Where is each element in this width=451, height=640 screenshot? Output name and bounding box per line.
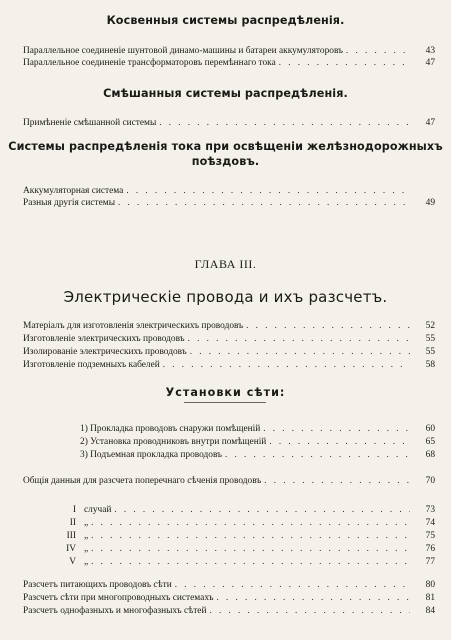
case-entry [56,529,435,542]
subheading-installations: Установки сѣти: [165,386,286,399]
leader-dots [209,604,410,616]
section-heading-railway: Системы распредѣленія тока при освѣщеніи желѣзнодорожныхъ [8,140,443,153]
entry-page: 81 [425,593,435,603]
leader-dots [246,319,410,331]
toc-entry [23,332,435,345]
case-entry [56,516,435,529]
entry-label: „ [84,544,89,554]
entry-label: Разныя другія системы [23,198,116,208]
leader-dots [91,542,410,554]
case-number: I [72,505,76,515]
entry-page: 55 [425,334,435,344]
entry-page: 80 [425,580,435,590]
entry-label: Изготовленіе электрическихъ проводовъ [23,334,185,344]
leader-dots [217,591,410,603]
leader-dots [91,529,410,541]
entry-page: 77 [425,557,435,567]
toc-entry [23,474,435,487]
entry-page: 60 [425,424,435,434]
leader-dots [269,435,410,447]
leader-dots [91,555,410,567]
leader-dots [118,196,410,208]
toc-entry [80,422,435,435]
leader-dots [126,184,410,196]
case-number: III [66,531,76,541]
entry-label: Изготовленіе подземныхъ кабелей [23,360,160,370]
entry-label: Аккумуляторная система [23,186,124,196]
leader-dots [279,56,410,68]
case-number: V [69,557,76,567]
entry-page: 74 [425,518,435,528]
leader-dots [264,474,410,486]
case-entry [56,503,435,516]
entry-label: 3) Подъемная прокладка проводовъ [80,450,223,460]
case-entry [56,555,435,568]
leader-dots [91,516,410,528]
chapter-title: Электрическіе провода и ихъ разсчетъ. [63,288,388,306]
toc-entry [23,196,435,209]
entry-page: 47 [425,118,435,128]
leader-dots [190,345,410,357]
leader-dots [163,358,410,370]
subheading-underline [184,402,266,403]
entry-label: Матеріалъ для изготовленія электрическихъ проводовъ [23,321,244,331]
entry-page: 58 [425,360,435,370]
case-entry [56,542,435,555]
entry-label: случай [84,505,112,515]
leader-dots [114,503,410,515]
entry-label: 1) Прокладка проводовъ снаружи помѣщеній [80,424,261,434]
entry-page: 75 [425,531,435,541]
leader-dots [263,422,410,434]
entry-page: 84 [425,606,435,616]
section-heading-mixed: Смѣшанныя системы распредѣленія. [103,87,348,100]
entry-label: „ [84,557,89,567]
entry-label: Разсчетъ питающихъ проводовъ сѣти [23,580,172,590]
entry-page: 68 [425,450,435,460]
toc-entry [23,358,435,371]
case-number: IV [66,544,76,554]
leader-dots [159,116,410,128]
entry-label: „ [84,518,89,528]
entry-page: 55 [425,347,435,357]
leader-dots [225,448,410,460]
toc-entry [23,56,435,69]
toc-entry [23,116,435,129]
entry-label: Разсчетъ однофазныхъ и многофазныхъ сѣтей [23,606,207,616]
entry-label: Общія данныя для разсчета поперечнаго сѣченія проводовъ [23,476,262,486]
entry-label: 2) Установка проводниковъ внутри помѣщеній [80,437,267,447]
entry-page: 47 [425,58,435,68]
entry-page: 73 [425,505,435,515]
chapter-number: ГЛАВА III. [194,257,257,271]
toc-entry [23,345,435,358]
leader-dots [188,332,410,344]
toc-entry [80,435,435,448]
toc-entry [23,319,435,332]
entry-label: „ [84,531,89,541]
entry-label: Примѣненіе смѣшанной системы [23,118,157,128]
toc-entry [80,448,435,461]
entry-page: 43 [425,46,435,56]
entry-page: 49 [425,198,435,208]
toc-entry [23,604,435,617]
entry-label: Разсчетъ сѣти при многопроводныхъ системахъ [23,593,214,603]
section-heading-railway-cont: поѣздовъ. [191,155,260,168]
toc-entry [23,591,435,604]
entry-page: 65 [425,437,435,447]
entry-page: 70 [425,476,435,486]
entry-label: Параллельное соединеніе шунтовой динамо-машины и батареи аккумуляторовъ [23,46,343,56]
entry-label: Изолированіе электрическихъ проводовъ [23,347,187,357]
entry-label: Параллельное соединеніе трансформаторовъ перемѣннаго тока [23,58,276,68]
leader-dots [175,578,410,590]
entry-page: 52 [425,321,435,331]
leader-dots [346,44,410,56]
section-heading-indirect: Косвенныя системы распредѣленія. [106,14,345,27]
toc-entry [23,578,435,591]
case-number: II [69,518,76,528]
entry-page: 76 [425,544,435,554]
